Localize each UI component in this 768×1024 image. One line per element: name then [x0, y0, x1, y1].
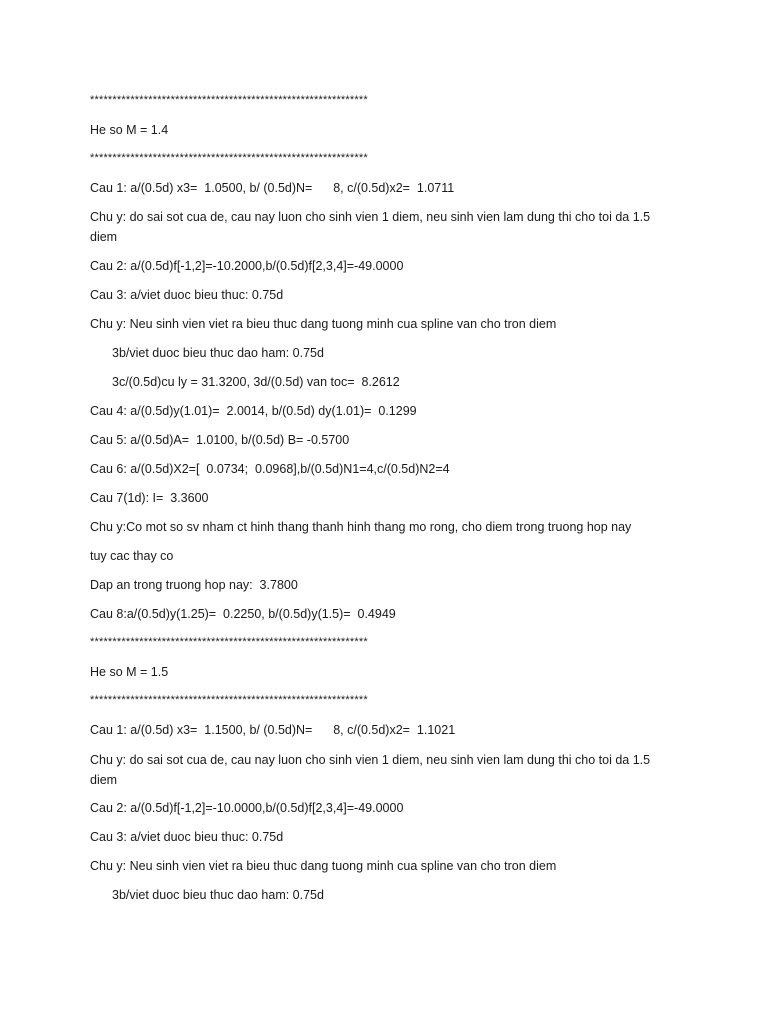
answer-line: Cau 8:a/(0.5d)y(1.25)= 0.2250, b/(0.5d)y(1.5)= 0.4949: [90, 607, 396, 621]
separator-line: **************************************************************: [90, 94, 368, 106]
answer-line: 3b/viet duoc bieu thuc dao ham: 0.75d: [112, 346, 324, 360]
answer-line: 3b/viet duoc bieu thuc dao ham: 0.75d: [112, 888, 324, 902]
separator-line: **************************************************************: [90, 694, 368, 706]
answer-line: Dap an trong truong hop nay: 3.7800: [90, 578, 298, 592]
separator-line: **************************************************************: [90, 636, 368, 648]
answer-line: Cau 1: a/(0.5d) x3= 1.0500, b/ (0.5d)N= 8, c/(0.5d)x2= 1.0711: [90, 181, 455, 195]
note-line: Chu y: do sai sot cua de, cau nay luon cho sinh vien 1 diem, neu sinh vien lam dung thi cho toi da 1.5 diem: [90, 210, 651, 244]
separator-line: **************************************************************: [90, 152, 368, 164]
note-line: Chu y: do sai sot cua de, cau nay luon cho sinh vien 1 diem, neu sinh vien lam dung thi cho toi da 1.5 diem: [90, 753, 651, 787]
answer-line: Cau 1: a/(0.5d) x3= 1.1500, b/ (0.5d)N= 8, c/(0.5d)x2= 1.1021: [90, 723, 456, 737]
heading-coefficient: He so M = 1.5: [90, 665, 169, 679]
note-line: tuy cac thay co: [90, 549, 174, 563]
note-line: Chu y: Neu sinh vien viet ra bieu thuc dang tuong minh cua spline van cho tron diem: [90, 859, 557, 873]
answer-line: 3c/(0.5d)cu ly = 31.3200, 3d/(0.5d) van toc= 8.2612: [112, 375, 400, 389]
heading-coefficient: He so M = 1.4: [90, 123, 169, 137]
note-line: Chu y: Neu sinh vien viet ra bieu thuc dang tuong minh cua spline van cho tron diem: [90, 317, 557, 331]
answer-line: Cau 6: a/(0.5d)X2=[ 0.0734; 0.0968],b/(0.5d)N1=4,c/(0.5d)N2=4: [90, 462, 450, 476]
answer-line: Cau 3: a/viet duoc bieu thuc: 0.75d: [90, 288, 284, 302]
answer-line: Cau 3: a/viet duoc bieu thuc: 0.75d: [90, 830, 284, 844]
answer-line: Cau 2: a/(0.5d)f[-1,2]=-10.0000,b/(0.5d)f[2,3,4]=-49.0000: [90, 801, 404, 815]
answer-line: Cau 2: a/(0.5d)f[-1,2]=-10.2000,b/(0.5d)f[2,3,4]=-49.0000: [90, 259, 404, 273]
answer-line: Cau 5: a/(0.5d)A= 1.0100, b/(0.5d) B= -0.5700: [90, 433, 350, 447]
note-line: Chu y:Co mot so sv nham ct hinh thang thanh hinh thang mo rong, cho diem trong truong hop nay: [90, 520, 632, 534]
answer-line: Cau 4: a/(0.5d)y(1.01)= 2.0014, b/(0.5d) dy(1.01)= 0.1299: [90, 404, 417, 418]
answer-line: Cau 7(1d): I= 3.3600: [90, 491, 209, 505]
